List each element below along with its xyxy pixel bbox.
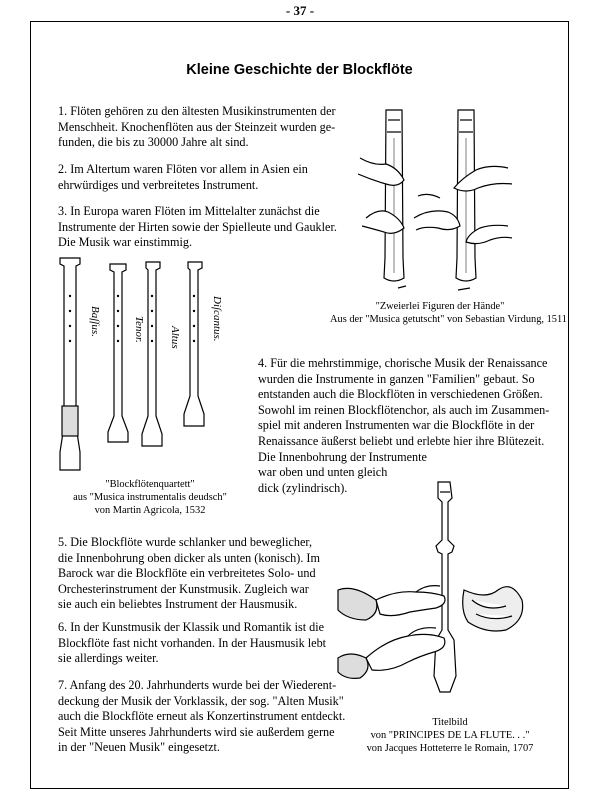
caption-agricola: "Blockflötenquartett" aus "Musica instrumentalis deudsch" von Martin Agricola, 1532 — [73, 479, 227, 516]
hotteterre-recorder-illustration — [336, 480, 536, 706]
virdung-hands-illustration — [358, 108, 514, 298]
paragraph-3: 3. In Europa waren Flöten im Mittelalter zunächst die Instrumente der Hirten sowie der Spielleute und Gaukler. Die Musik war einstimmig. — [58, 204, 337, 250]
caption-virdung: "Zweierlei Figuren der Hände" Aus der "Musica getutscht" von Sebastian Virdung, 1511 — [330, 301, 567, 325]
quartet-label-bassus: Baſſus. — [89, 306, 101, 337]
caption-hotteterre: Titelbild von "PRINCIPES DE LA FLUTE. . ." von Jacques Hotteterre le Romain, 1707 — [366, 717, 534, 754]
paragraph-4: 4. Für die mehrstimmige, chorische Musik der Renaissance wurden die Instrumente in ganzen "Familien" gebaut. So entstanden auch die Blockflöten in verschiedenen Größen. Sowohl im reinen Blockflötenchor, als auch im Zusammen- spiel mit anderen Instrumenten war die Blockflöte in der Renaissance äußerst beliebt und erlebte hier ihre Blütezeit. Die Innenbohrung der Instrumente war oben und unten gleich dick (zylindrisch). — [258, 356, 550, 495]
quartet-label-tenor: Tenor. — [133, 316, 145, 343]
page-number: - 37 - — [285, 3, 315, 18]
paragraph-1: 1. Flöten gehören zu den ältesten Musikinstrumenten der Menschheit. Knochenflöten aus der Steinzeit wurden ge- funden, die bis zu 30000 Jahre alt sind. — [58, 104, 336, 150]
agricola-quartet-illustration — [50, 256, 250, 478]
page-title: Kleine Geschichte der Blockflöte — [186, 62, 413, 78]
paragraph-2: 2. Im Altertum waren Flöten vor allem in Asien ein ehrwürdiges und verbreitetes Instrument. — [58, 162, 308, 192]
paragraph-6: 6. In der Kunstmusik der Klassik und Romantik ist die Blockflöte fast nicht vorhanden. In der Hausmusik lebt sie allerdings weiter. — [58, 620, 327, 666]
quartet-label-altus: Altus — [169, 326, 181, 349]
quartet-label-discantus: Diſcantus. — [211, 296, 223, 342]
paragraph-5: 5. Die Blockflöte wurde schlanker und beweglicher, die Innenbohrung oben dicker als unten (konisch). Im Barock war die Blockflöte ein verbreitetes Solo- und Orchesterinstrument der Kunstmusik. Zugleich war sie auch ein beliebtes Instrument der Hausmusik. — [58, 535, 320, 612]
paragraph-7: 7. Anfang des 20. Jahrhunderts wurde bei der Wiederent- deckung der Musik der Vorklassik, der sog. "Alten Musik" auch die Blockflöte erneut als Konzertinstrument entdeckt. Seit Mitte unseres Jahrhunderts wird sie außerdem gerne in der "Neuen Musik" eingesetzt. — [58, 678, 346, 755]
